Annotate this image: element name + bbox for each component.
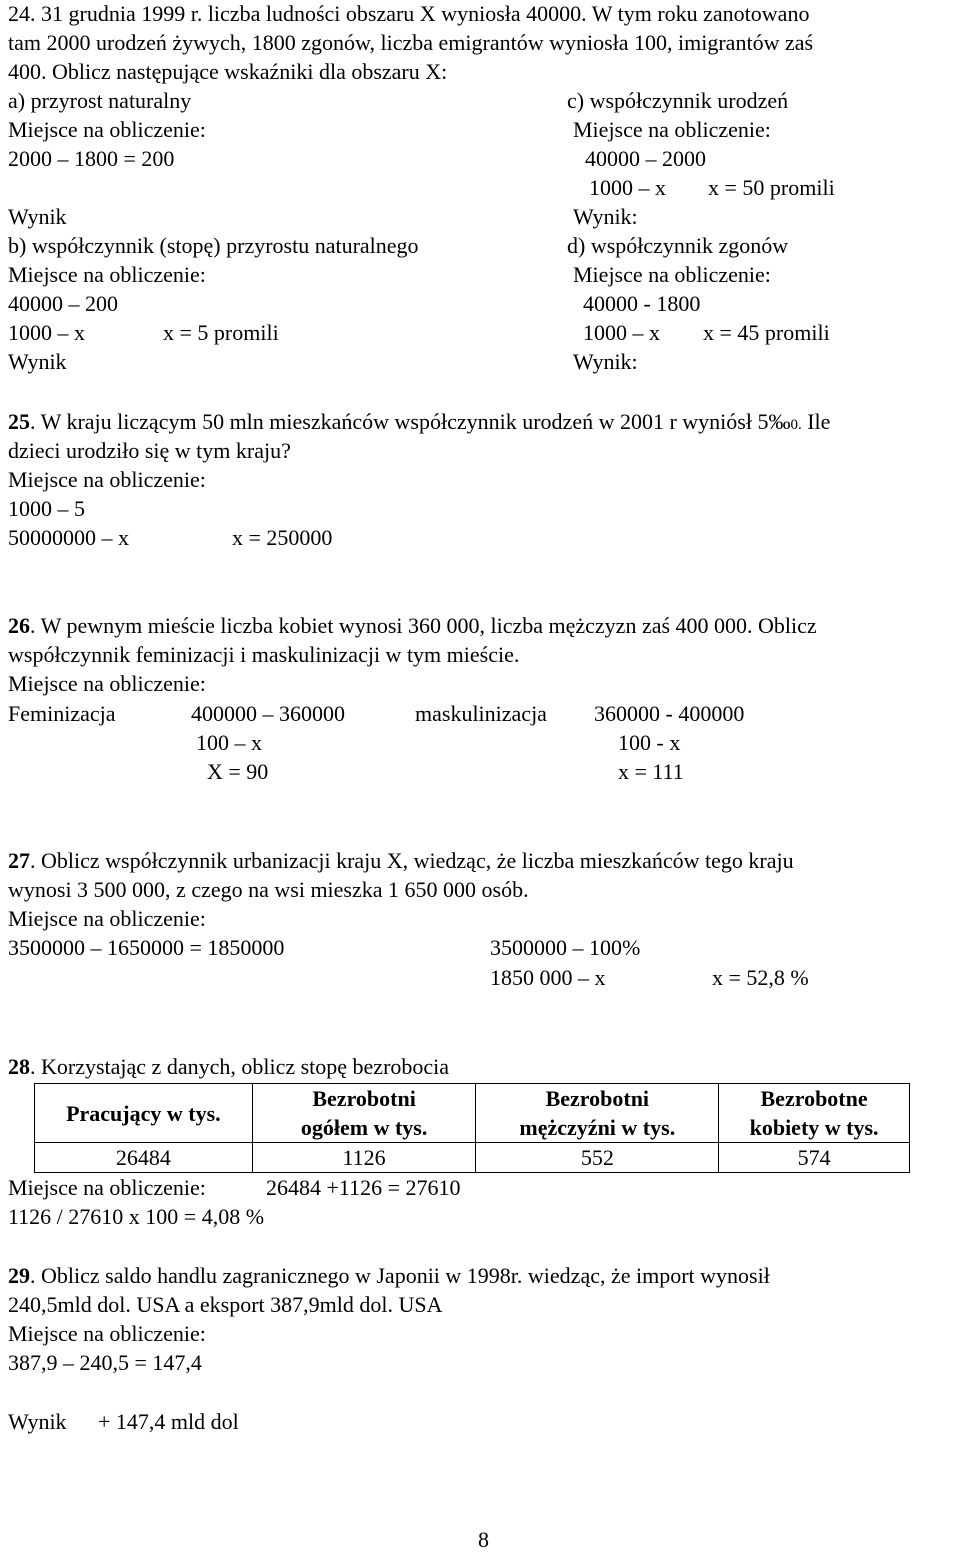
q25-calc-2b: x = 250000	[232, 525, 333, 550]
page-number: 8	[478, 1527, 489, 1552]
q24-text-line-1: 24. 31 grudnia 1999 r. liczba ludności obszaru X wyniosła 40000. W tym roku zanotowano	[8, 1, 810, 26]
q26-line-1-text: . W pewnym mieście liczba kobiet wynosi 360 000, liczba mężczyzn zaś 400 000. Oblicz	[30, 613, 817, 638]
table-cell-bezrobotni-ogolem: 1126	[252, 1143, 476, 1173]
header-pracujacy-text: Pracujący w tys.	[66, 1100, 221, 1126]
q28-line-1-text: . Korzystając z danych, oblicz stopę bezrobocia	[30, 1054, 450, 1079]
q27-text-line-1	[8, 847, 794, 875]
q27-calc-2a: 1850 000 – x	[490, 965, 606, 990]
q26-feminizacja-calc-1: 400000 – 360000	[191, 701, 345, 726]
q26-miejsce-label: Miejsce na obliczenie:	[8, 671, 206, 696]
q24c-title: c) współczynnik urodzeń	[567, 88, 789, 113]
q27-text-line-2: wynosi 3 500 000, z czego na wsi mieszka 1 650 000 osób.	[8, 877, 529, 902]
q25-miejsce-label: Miejsce na obliczenie:	[8, 467, 206, 492]
q26-text-line-2: współczynnik feminizacji i maskulinizacji w tym mieście.	[8, 642, 520, 667]
q25-number: 25	[8, 409, 30, 434]
q27-miejsce-label: Miejsce na obliczenie:	[8, 906, 206, 931]
q26-maskulinizacja-calc-1: 360000 - 400000	[594, 701, 745, 726]
q26-feminizacja-label: Feminizacja	[8, 701, 116, 726]
header-bezrobotni-ogolem-line-1: Bezrobotni	[312, 1086, 416, 1111]
q24b-wynik: Wynik	[8, 349, 67, 374]
q24d-calc-2b: x = 45 promili	[703, 320, 830, 345]
q24d-wynik: Wynik:	[573, 349, 638, 374]
q24b-miejsce-label: Miejsce na obliczenie:	[8, 262, 206, 287]
q27-calc-1b: 3500000 – 100%	[490, 935, 641, 960]
q25-text-line-1	[8, 408, 830, 439]
q27-calc-1a: 3500000 – 1650000 = 1850000	[8, 935, 285, 960]
q27-number: 27	[8, 848, 30, 873]
q24c-wynik: Wynik:	[573, 204, 638, 229]
q24d-calc-2a: 1000 – x	[583, 320, 660, 345]
q28-text-line-1	[8, 1053, 449, 1081]
q24b-calc-1: 40000 – 200	[8, 291, 118, 316]
q24a-title: a) przyrost naturalny	[8, 88, 192, 113]
table-header-bezrobotne-kobiety	[719, 1084, 910, 1143]
table-header-bezrobotni-mezczyzni	[476, 1084, 719, 1143]
table-header-pracujacy	[35, 1084, 253, 1143]
q24c-calc-1: 40000 – 2000	[585, 146, 706, 171]
q24a-calc: 2000 – 1800 = 200	[8, 146, 175, 171]
q26-maskulinizacja-result: x = 111	[618, 759, 684, 784]
table-row	[35, 1143, 910, 1173]
q24c-miejsce-label: Miejsce na obliczenie:	[573, 117, 771, 142]
q24d-title: d) współczynnik zgonów	[567, 233, 789, 258]
q29-wynik-value: + 147,4 mld dol	[98, 1409, 239, 1434]
header-bezrobotni-mezczyzni-line-1: Bezrobotni	[545, 1086, 650, 1111]
q24-text-line-2: tam 2000 urodzeń żywych, 1800 zgonów, liczba emigrantów wyniosła 100, imigrantów zaś	[8, 30, 814, 55]
table-header-bezrobotni-ogolem	[252, 1084, 476, 1143]
q26-feminizacja-result: X = 90	[207, 759, 269, 784]
table-cell-pracujacy: 26484	[35, 1143, 253, 1173]
q24a-wynik: Wynik	[8, 204, 67, 229]
q28-calc-2: 1126 / 27610 x 100 = 4,08 %	[8, 1204, 265, 1229]
q24-text-line-3: 400. Oblicz następujące wskaźniki dla obszaru X:	[8, 59, 448, 84]
q26-maskulinizacja-label: maskulinizacja	[415, 701, 547, 726]
q27-calc-2b: x = 52,8 %	[712, 965, 809, 990]
q28-miejsce-label: Miejsce na obliczenie:	[8, 1175, 206, 1200]
q25-text-line-2: dzieci urodziło się w tym kraju?	[8, 438, 291, 463]
q25-subscript: 0.	[790, 417, 802, 433]
header-bezrobotni-mezczyzni-line-2: mężczyźni w tys.	[519, 1115, 676, 1140]
q24d-calc-1: 40000 - 1800	[583, 291, 701, 316]
unemployment-data-table	[34, 1083, 910, 1173]
q25-calc-1: 1000 – 5	[8, 496, 85, 521]
table-cell-bezrobotne-kobiety: 574	[719, 1143, 910, 1173]
q26-maskulinizacja-calc-2: 100 - x	[618, 730, 681, 755]
q29-calc-1: 387,9 – 240,5 = 147,4	[8, 1350, 202, 1375]
q26-text-line-1	[8, 612, 817, 640]
q26-feminizacja-calc-2: 100 – x	[196, 730, 262, 755]
header-bezrobotne-kobiety-line-2: kobiety w tys.	[749, 1115, 879, 1140]
q29-wynik-label: Wynik	[8, 1409, 67, 1434]
header-bezrobotni-ogolem-line-2: ogółem w tys.	[300, 1115, 428, 1140]
q28-calc-1: 26484 +1126 = 27610	[266, 1175, 461, 1200]
q27-line-1-text: . Oblicz współczynnik urbanizacji kraju X, wiedząc, że liczba mieszkańców tego kraju	[30, 848, 794, 873]
table-header-row	[35, 1084, 910, 1143]
q28-number: 28	[8, 1054, 30, 1079]
q26-number: 26	[8, 613, 30, 638]
q24a-miejsce-label: Miejsce na obliczenie:	[8, 117, 206, 142]
q29-text-line-1	[8, 1262, 770, 1290]
q25-line-1-end: Ile	[801, 409, 831, 434]
q29-line-1-text: . Oblicz saldo handlu zagranicznego w Japonii w 1998r. wiedząc, że import wynosił	[30, 1263, 770, 1288]
q29-miejsce-label: Miejsce na obliczenie:	[8, 1321, 206, 1346]
q24c-calc-2b: x = 50 promili	[708, 175, 835, 200]
q29-text-line-2: 240,5mld dol. USA a eksport 387,9mld dol. USA	[8, 1292, 443, 1317]
q24b-calc-2a: 1000 – x	[8, 320, 85, 345]
table-cell-bezrobotni-mezczyzni: 552	[476, 1143, 719, 1173]
q25-line-1-text: . W kraju liczącym 50 mln mieszkańców współczynnik urodzeń w 2001 r wyniósł 5‰	[30, 409, 791, 434]
header-bezrobotne-kobiety-line-1: Bezrobotne	[760, 1086, 868, 1111]
q25-calc-2a: 50000000 – x	[8, 525, 129, 550]
q24d-miejsce-label: Miejsce na obliczenie:	[573, 262, 771, 287]
q24b-title: b) współczynnik (stopę) przyrostu naturalnego	[8, 233, 419, 258]
q24b-calc-2b: x = 5 promili	[163, 320, 279, 345]
q29-number: 29	[8, 1263, 30, 1288]
q24c-calc-2a: 1000 – x	[589, 175, 666, 200]
